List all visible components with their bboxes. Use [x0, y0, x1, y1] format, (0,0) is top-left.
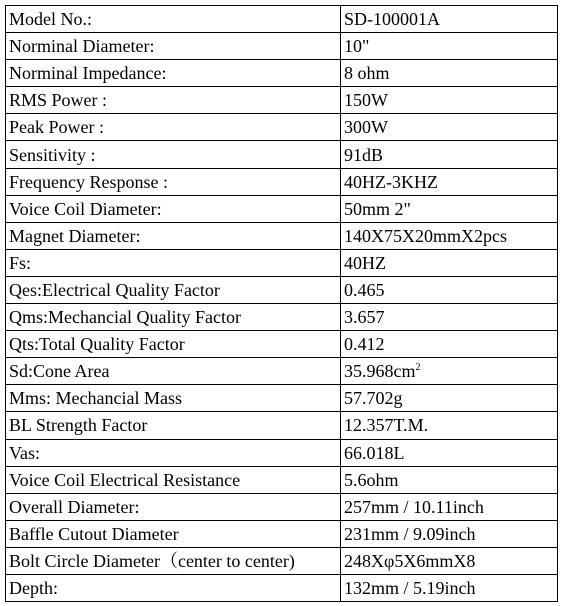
table-row	[6, 331, 558, 358]
table-row	[6, 195, 558, 222]
spec-label: Qts:Total Quality Factor	[6, 331, 341, 358]
spec-value: 57.702g	[341, 385, 558, 412]
spec-value: 10"	[341, 33, 558, 60]
spec-label: Fs:	[6, 249, 341, 276]
spec-label: Mms: Mechancial Mass	[6, 385, 341, 412]
table-row	[6, 33, 558, 60]
spec-value: 248Xφ5X6mmX8	[341, 547, 558, 574]
spec-label: Qes:Electrical Quality Factor	[6, 276, 341, 303]
table-row	[6, 222, 558, 249]
table-row	[6, 439, 558, 466]
spec-label: Vas:	[6, 439, 341, 466]
spec-value: 3.657	[341, 304, 558, 331]
spec-label: Norminal Diameter:	[6, 33, 341, 60]
spec-value: 0.465	[341, 276, 558, 303]
table-row	[6, 385, 558, 412]
table-row	[6, 574, 558, 601]
spec-label: Model No.:	[6, 6, 341, 33]
spec-value: 50mm 2"	[341, 195, 558, 222]
table-row	[6, 304, 558, 331]
spec-value: SD-100001A	[341, 6, 558, 33]
table-row	[6, 547, 558, 574]
spec-value: 8 ohm	[341, 60, 558, 87]
spec-value: 91dB	[341, 141, 558, 168]
spec-value: 40HZ	[341, 249, 558, 276]
table-row	[6, 141, 558, 168]
spec-value: 66.018L	[341, 439, 558, 466]
table-row	[6, 6, 558, 33]
spec-label: Peak Power :	[6, 114, 341, 141]
spec-value: 0.412	[341, 331, 558, 358]
spec-label: Baffle Cutout Diameter	[6, 520, 341, 547]
spec-value: 12.357T.M.	[341, 412, 558, 439]
spec-label: Voice Coil Diameter:	[6, 195, 341, 222]
spec-label: Overall Diameter:	[6, 493, 341, 520]
spec-value: 231mm / 9.09inch	[341, 520, 558, 547]
table-row	[6, 87, 558, 114]
spec-label: Sensitivity :	[6, 141, 341, 168]
spec-value: 140X75X20mmX2pcs	[341, 222, 558, 249]
spec-label: Sd:Cone Area	[6, 358, 341, 385]
table-row	[6, 412, 558, 439]
spec-label: RMS Power :	[6, 87, 341, 114]
table-row	[6, 493, 558, 520]
table-row	[6, 249, 558, 276]
table-row	[6, 358, 558, 385]
table-row	[6, 520, 558, 547]
spec-value-with-superscript	[341, 358, 558, 385]
spec-value: 132mm / 5.19inch	[341, 574, 558, 601]
spec-value: 257mm / 10.11inch	[341, 493, 558, 520]
spec-label: BL Strength Factor	[6, 412, 341, 439]
spec-label: Frequency Response :	[6, 168, 341, 195]
table-row	[6, 114, 558, 141]
spec-value: 35.968cm	[344, 361, 416, 382]
spec-label: Voice Coil Electrical Resistance	[6, 466, 341, 493]
spec-value: 150W	[341, 87, 558, 114]
spec-value: 300W	[341, 114, 558, 141]
table-row	[6, 60, 558, 87]
table-row	[6, 466, 558, 493]
spec-value-superscript: 2	[415, 362, 421, 374]
spec-label: Depth:	[6, 574, 341, 601]
spec-label: Qms:Mechancial Quality Factor	[6, 304, 341, 331]
spec-label: Magnet Diameter:	[6, 222, 341, 249]
speaker-spec-table	[5, 5, 558, 602]
table-row	[6, 168, 558, 195]
spec-value: 40HZ-3KHZ	[341, 168, 558, 195]
spec-label: Bolt Circle Diameter（center to center)	[6, 547, 341, 574]
spec-value: 5.6ohm	[341, 466, 558, 493]
table-row	[6, 276, 558, 303]
spec-label: Norminal Impedance:	[6, 60, 341, 87]
